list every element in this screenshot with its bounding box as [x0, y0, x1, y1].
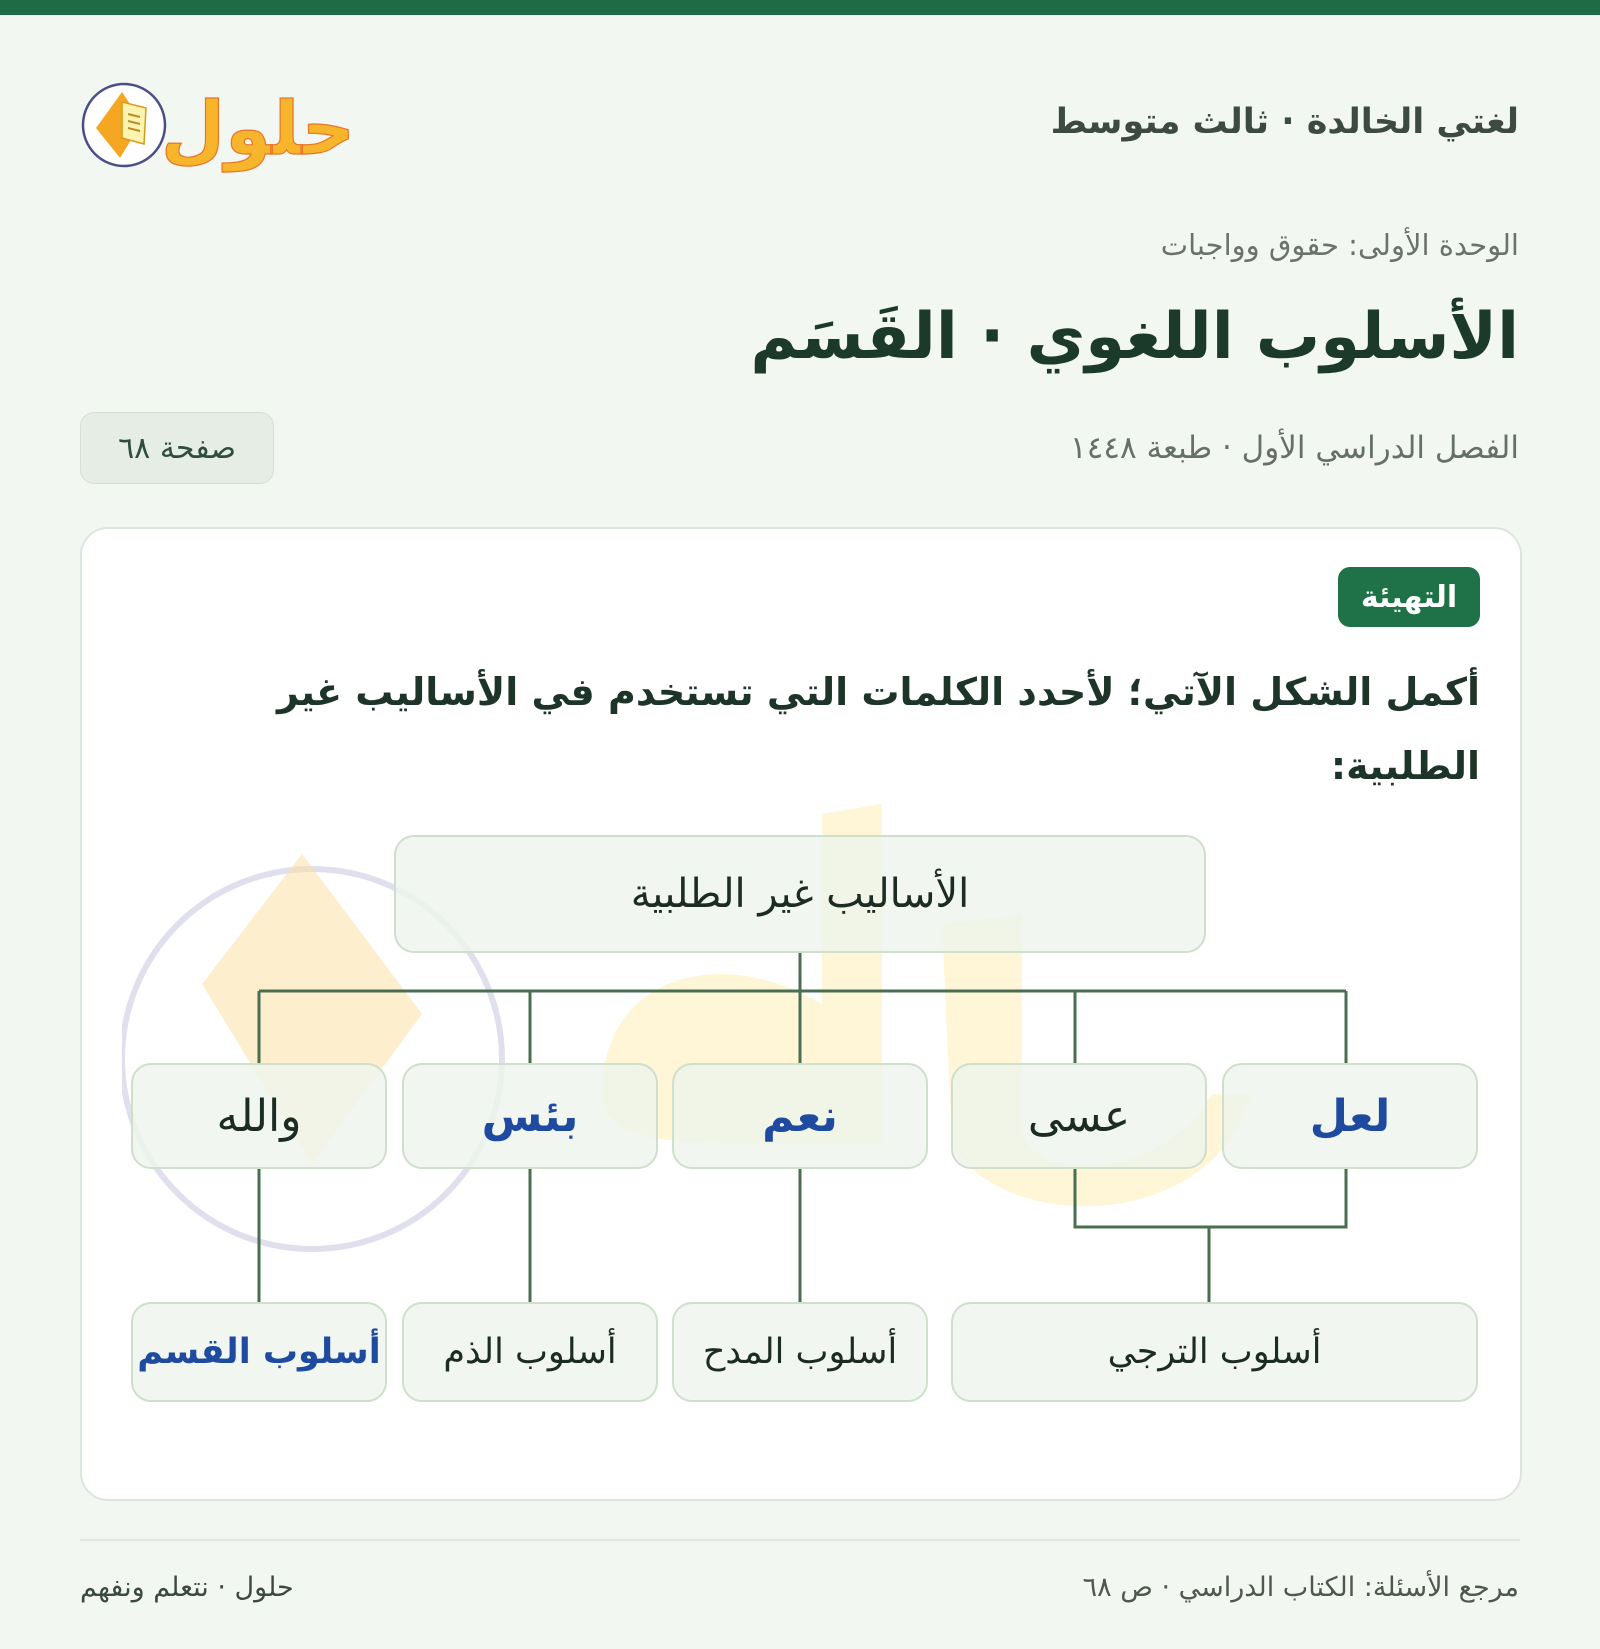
hulul-logo	[80, 68, 360, 178]
diagram-root-node: الأساليب غير الطلبية	[394, 835, 1206, 953]
section-tag: التهيئة	[1338, 567, 1480, 627]
footer-reference: مرجع الأسئلة: الكتاب الدراسي · ص ٦٨	[1082, 1572, 1519, 1603]
question-text: أكمل الشكل الآتي؛ لأحدد الكلمات التي تستخدم في الأساليب غير الطلبية:	[276, 670, 1480, 788]
word-node-wallahi: والله	[131, 1063, 387, 1169]
word-node-bisa: بئس	[402, 1063, 658, 1169]
unit-label: الوحدة الأولى: حقوق وواجبات	[1160, 228, 1519, 262]
word-node-niama: نعم	[672, 1063, 928, 1169]
term-edition-label: الفصل الدراسي الأول · طبعة ١٤٤٨	[1070, 430, 1519, 466]
word-node-laalla: لعل	[1222, 1063, 1478, 1169]
style-node-tarajji: أسلوب الترجي	[951, 1302, 1478, 1402]
style-node-madh: أسلوب المدح	[672, 1302, 928, 1402]
top-accent-bar	[0, 0, 1600, 15]
subject-grade-label: لغتي الخالدة · ثالث متوسط	[1050, 102, 1519, 142]
lesson-title: الأسلوب اللغوي · القَسَم	[750, 300, 1519, 374]
page-number-chip: صفحة ٦٨	[80, 412, 274, 484]
logo-wordmark: حلول	[160, 86, 356, 172]
style-node-qasam: أسلوب القسم	[131, 1302, 387, 1402]
word-node-asa: عسى	[951, 1063, 1207, 1169]
style-node-dhamm: أسلوب الذم	[402, 1302, 658, 1402]
footer-brand: حلول · نتعلم ونفهم	[80, 1572, 294, 1603]
exercise-card	[80, 527, 1522, 1501]
footer-divider	[80, 1539, 1520, 1541]
